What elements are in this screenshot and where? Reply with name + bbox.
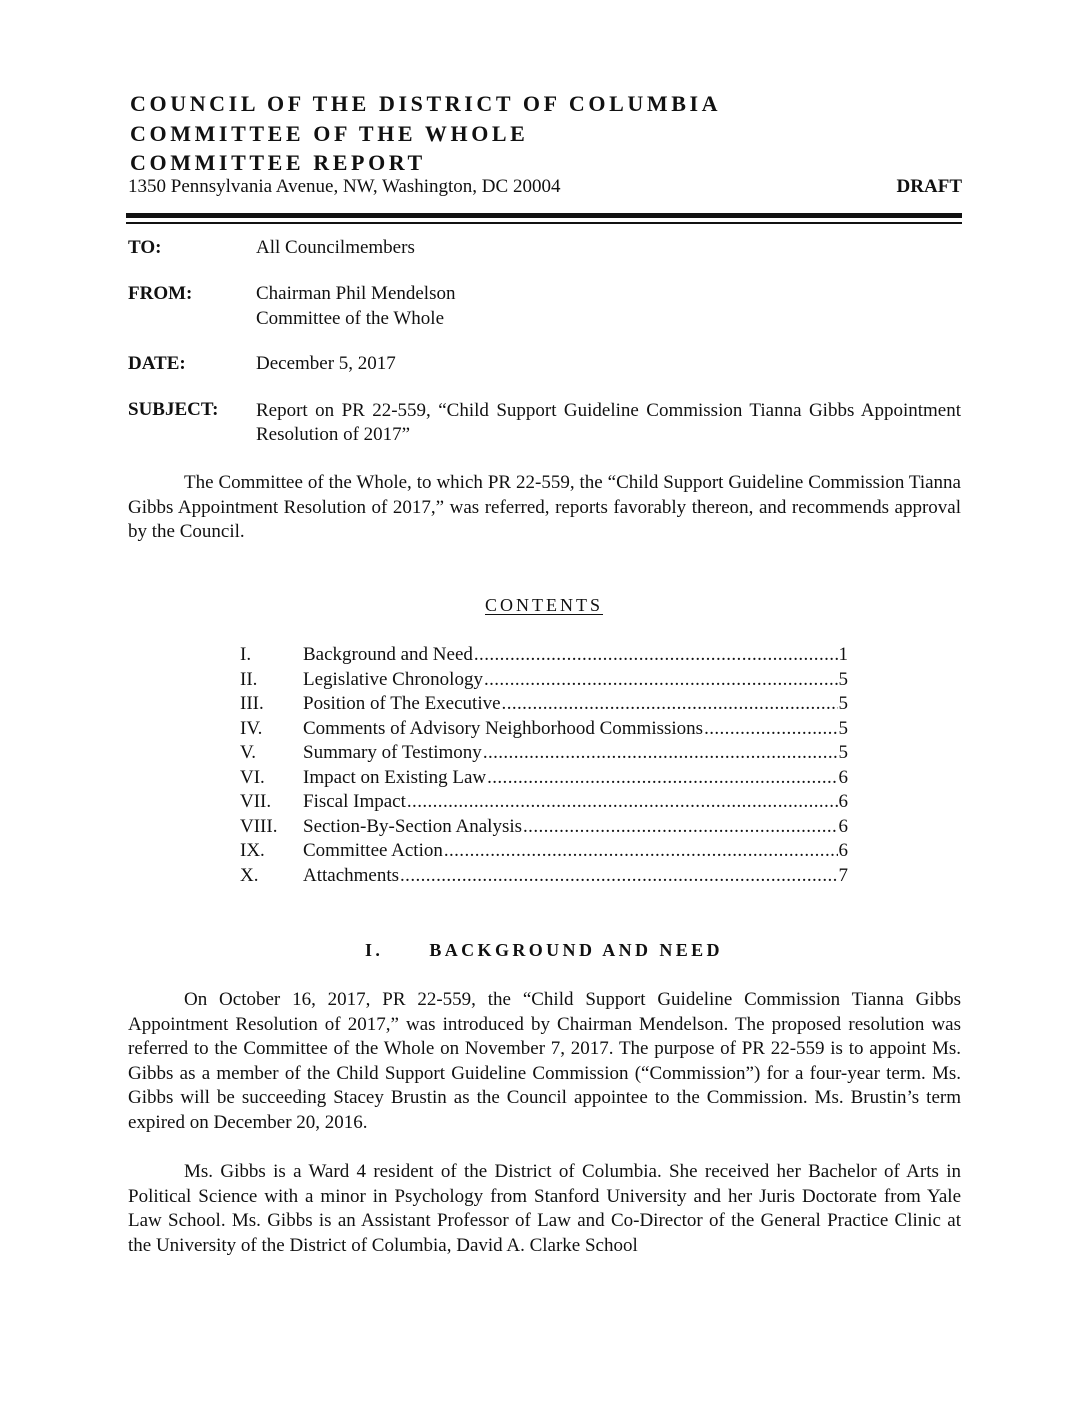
table-of-contents <box>240 644 852 889</box>
toc-leader <box>484 669 838 691</box>
toc-title: Position of The Executive <box>303 693 501 714</box>
toc-leader <box>444 840 838 862</box>
toc-number: II. <box>240 668 258 690</box>
toc-title: Section-By-Section Analysis <box>303 815 523 837</box>
toc-title: Committee Action <box>303 840 443 861</box>
toc-row[interactable] <box>240 791 852 816</box>
toc-row[interactable] <box>240 644 852 669</box>
toc-page: 6 <box>838 840 848 861</box>
from-label: FROM: <box>128 283 193 304</box>
to-value: All Councilmembers <box>256 237 415 258</box>
header-rule-thin <box>126 222 962 224</box>
toc-number: VII. <box>240 791 272 812</box>
section-title: BACKGROUND AND NEED <box>429 940 723 960</box>
toc-page: 5 <box>838 717 848 739</box>
date-value: December 5, 2017 <box>256 353 396 374</box>
report-heading: COMMITTEE REPORT <box>130 150 426 175</box>
toc-page: 6 <box>838 791 848 812</box>
toc-title: Legislative Chronology <box>303 668 483 690</box>
intro-paragraph: The Committee of the Whole, to which PR 22-559, the “Child Support Guideline Commission Tianna Gibbs Appointment Resolution of 2017,” was referred, reports favorably thereon, and recommends approval by the Council. <box>128 472 961 542</box>
toc-number: X. <box>240 864 259 886</box>
toc-page: 5 <box>838 693 848 714</box>
toc-title: Comments of Advisory Neighborhood Commissions <box>303 717 704 739</box>
section-heading-background <box>0 940 1088 961</box>
toc-row[interactable] <box>240 718 852 743</box>
background-paragraph-2: Ms. Gibbs is a Ward 4 resident of the District of Columbia. She received her Bachelor of Arts in Political Science with a minor in Psychology from Stanford University and her Juris Doctorate from Yale Law School. Ms. Gibbs is an Assistant Professor of Law and Co-Director of the General Practice Clinic at the University of the District of Columbia, David A. Clarke School <box>128 1161 961 1256</box>
toc-page: 5 <box>838 742 848 763</box>
section-number: I. <box>365 940 384 960</box>
toc-number: VIII. <box>240 815 278 837</box>
toc-leader <box>474 644 838 666</box>
toc-row[interactable] <box>240 742 852 767</box>
toc-number: VI. <box>240 766 265 788</box>
toc-number: I. <box>240 644 252 665</box>
header-rule-thick <box>126 213 962 218</box>
toc-title: Impact on Existing Law <box>303 766 487 788</box>
toc-title: Summary of Testimony <box>303 742 482 763</box>
council-address: 1350 Pennsylvania Avenue, NW, Washington, DC 20004 <box>128 176 561 197</box>
subject-value: Report on PR 22-559, “Child Support Guideline Commission Tianna Gibbs Appointment Resolution of 2017” <box>256 400 961 445</box>
toc-row[interactable] <box>240 693 852 718</box>
toc-leader <box>407 791 838 813</box>
from-value-committee: Committee of the Whole <box>256 308 445 329</box>
toc-leader <box>523 816 837 838</box>
toc-leader <box>704 718 837 740</box>
toc-row[interactable] <box>240 816 852 841</box>
toc-leader <box>502 693 838 715</box>
toc-title: Fiscal Impact <box>303 791 406 812</box>
toc-leader <box>487 767 837 789</box>
toc-row[interactable] <box>240 865 852 890</box>
background-paragraph-1: On October 16, 2017, PR 22-559, the “Child Support Guideline Commission Tianna Gibbs Appointment Resolution of 2017,” was introduced by Chairman Mendelson. The proposed resolution was referred to the Committee of the Whole on November 7, 2017. The purpose of PR 22-559 is to appoint Ms. Gibbs as a member of the Child Support Guideline Commission (“Commission”) for a four-year term. Ms. Gibbs will be succeeding Stacey Brustin as the Council appointee to the Commission. Ms. Brustin’s term expired on December 20, 2016. <box>128 989 961 1133</box>
toc-number: V. <box>240 742 257 763</box>
council-heading: COUNCIL OF THE DISTRICT OF COLUMBIA <box>130 91 722 116</box>
contents-title: CONTENTS <box>485 595 603 615</box>
toc-page: 5 <box>838 668 848 690</box>
from-value-name: Chairman Phil Mendelson <box>256 283 456 304</box>
toc-row[interactable] <box>240 767 852 792</box>
toc-page: 6 <box>838 766 848 788</box>
committee-heading: COMMITTEE OF THE WHOLE <box>130 121 529 146</box>
toc-page: 7 <box>838 864 848 886</box>
toc-leader <box>483 742 838 764</box>
toc-number: III. <box>240 693 264 714</box>
toc-title: Background and Need <box>303 644 473 665</box>
to-label: TO: <box>128 237 162 258</box>
toc-title: Attachments <box>303 864 400 886</box>
date-label: DATE: <box>128 353 186 374</box>
toc-page: 1 <box>838 644 848 665</box>
toc-number: IX. <box>240 840 265 861</box>
draft-label: DRAFT <box>896 176 962 197</box>
subject-label: SUBJECT: <box>128 399 219 420</box>
toc-row[interactable] <box>240 840 852 865</box>
toc-row[interactable] <box>240 669 852 694</box>
toc-leader <box>400 865 837 887</box>
toc-number: IV. <box>240 717 263 739</box>
toc-page: 6 <box>838 815 848 837</box>
